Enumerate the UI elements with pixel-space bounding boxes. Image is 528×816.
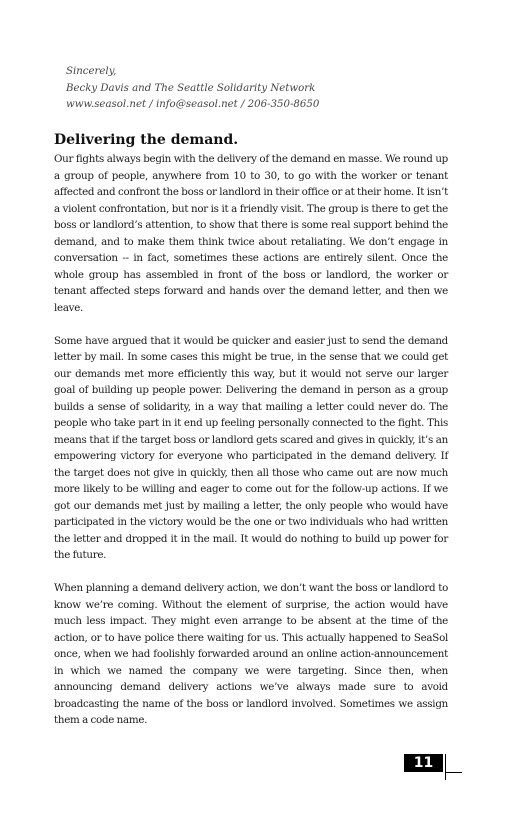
body-paragraph-1: Our fights always begin with the delivery of the demand en masse. We round up a group of people, anywhere from 10 to 30, to go with the worker or tenant affected and confront the boss or landlord in their office or at their home. It isn’t a violent confrontation, but nor is it a friendly visit. The group is there to get the boss or landlord’s attention, to show that there is some real support behind the demand, and to make them think twice about retaliating. We don’t engage in conversation -- in fact, sometimes these actions are entirely silent. Once the whole group has assembled in front of the boss or landlord, the worker or tenant affected steps forward and hands over the demand letter, and then we leave. xyxy=(54,153,448,314)
body-paragraph-3: When planning a demand delivery action, we don’t want the boss or landlord to know we’re coming. Without the element of surprise, the action would have much less impact. They might even arrange to be absent at the time of the action, or to have police there waiting for us. This actually happened to SeaSol once, when we had foolishly forwarded around an online action-announcement in which we named the company we were targeting. Since then, when announcing demand delivery actions we’ve always made sure to avoid broadcasting the name of the boss or landlord involved. Sometimes we assign them a code name. xyxy=(54,582,448,726)
section-content xyxy=(54,131,448,729)
signoff-closing: Sincerely, xyxy=(66,66,117,77)
signoff-contact: www.seasol.net / info@seasol.net / 206-350-8650 xyxy=(66,99,320,110)
signoff-signers: Becky Davis and The Seattle Solidarity Network xyxy=(66,82,316,94)
crop-mark-vertical xyxy=(445,754,446,780)
letter-signoff xyxy=(66,64,466,114)
body-paragraph-2: Some have argued that it would be quicker and easier just to send the demand letter by mail. In some cases this might be true, in the sense that we could get our demands met more efficiently this way, but it would not serve our larger goal of building up people power. Delivering the demand in person as a group builds a sense of solidarity, in a way that mailing a letter could never do. The people who take part in it end up feeling personally connected to the fight. This means that if the target boss or landlord gets scared and gives in quickly, it’s an empowering victory for everyone who participated in the demand delivery. If the target does not give in quickly, then all those who came out are now much more likely to be willing and eager to come out for the follow-up actions. If we got our demands met just by mailing a letter, the only people who would have participated in the victory would be the one or two individuals who had written the letter and dropped it in the mail. It would do nothing to build up power for the future. xyxy=(54,334,448,561)
section-heading: Delivering the demand. xyxy=(54,132,239,148)
crop-mark-horizontal xyxy=(446,772,462,773)
page-number: 11 xyxy=(404,754,443,772)
